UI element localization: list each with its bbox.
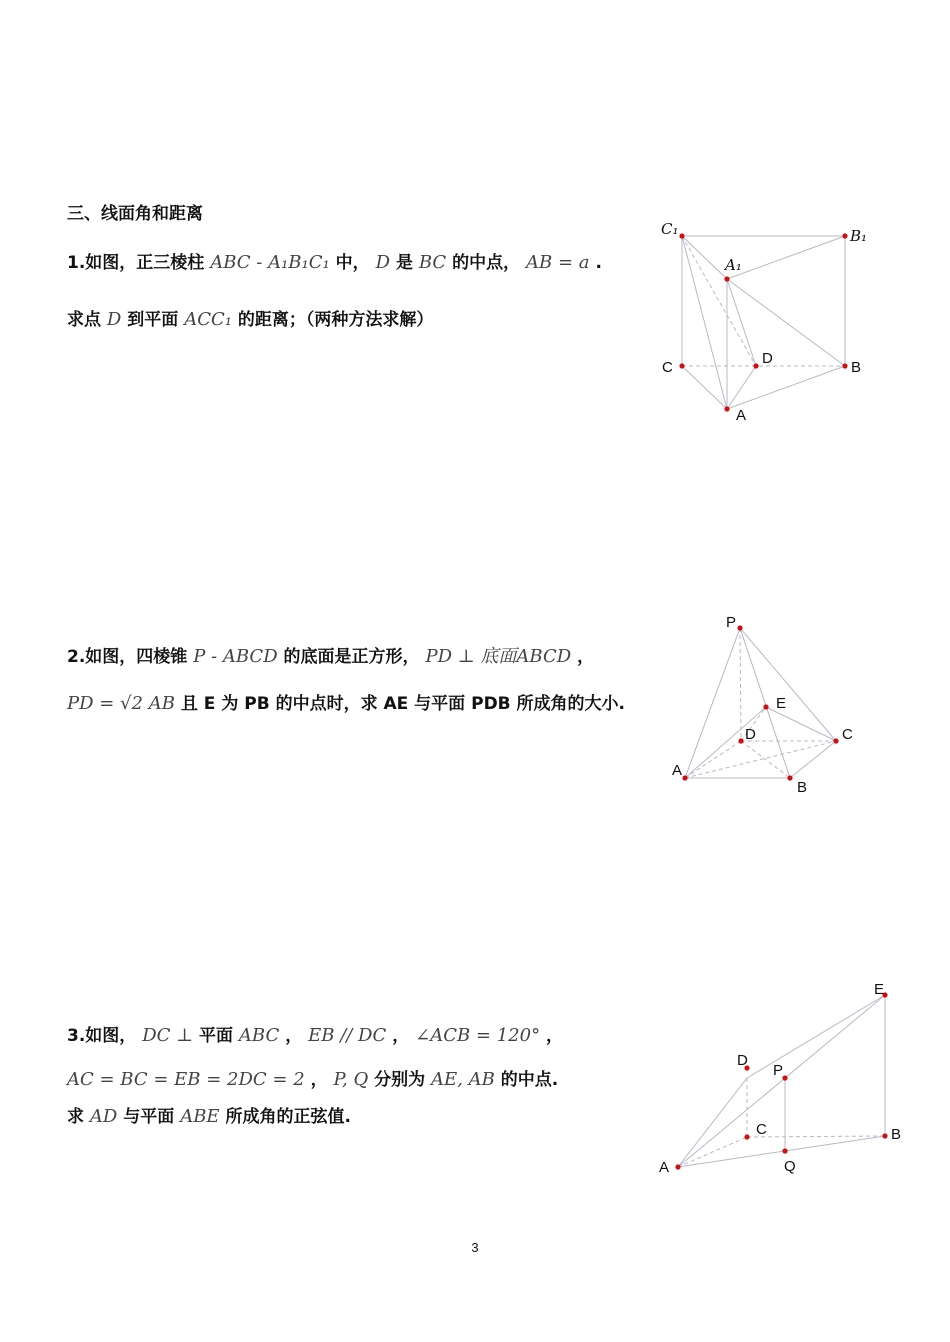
point-c1 [679, 233, 684, 238]
math-lengths: AC = BC = EB = 2DC = 2 [67, 1069, 305, 1090]
label-b1: B₁ [850, 227, 868, 245]
math-abe: ABE [180, 1106, 220, 1127]
label-c: C [662, 359, 673, 376]
point-a1 [724, 276, 729, 281]
math-ae-ab: AE, AB [431, 1069, 495, 1090]
problem-3-line-2: AC = BC = EB = 2DC = 2 ， P, Q 分别为 AE, AB 的中点. [67, 1069, 559, 1090]
label-d: D [737, 1052, 748, 1069]
point-c [744, 1134, 749, 1139]
math-prism: ABC - A₁B₁C₁ [210, 252, 330, 273]
figure-solid-3 [652, 975, 912, 1180]
math-pq: P, Q [333, 1069, 369, 1090]
label-b: B [851, 359, 862, 376]
point-b [842, 363, 847, 368]
point-b1 [842, 233, 847, 238]
point-d [738, 738, 743, 743]
point-d [753, 363, 758, 368]
label-a: A [659, 1159, 670, 1176]
math-ab-a: AB = a [526, 252, 590, 273]
label-q: Q [784, 1158, 796, 1175]
problem-3-line-3: 求 AD 与平面 ABE 所成角的正弦值. [67, 1106, 351, 1127]
page-number: 3 [471, 1240, 479, 1255]
math-abc: ABC [238, 1025, 280, 1046]
point-b [787, 775, 792, 780]
math-bc: BC [418, 252, 447, 273]
point-q [782, 1148, 787, 1153]
figure-pyramid [665, 610, 870, 800]
math-ad: AD [89, 1106, 118, 1127]
math-angle: ∠ACB = 120° [415, 1025, 541, 1046]
label-d: D [745, 726, 756, 743]
label-a: A [672, 762, 683, 779]
problem-1-line-1: 1.如图，正三棱柱 ABC - A₁B₁C₁ 中， D 是 BC 的中点， AB = a . [67, 252, 602, 273]
label-p: P [773, 1062, 784, 1079]
figure-prism [655, 215, 885, 430]
point-b [882, 1133, 887, 1138]
math-pyramid: P - ABCD [193, 646, 278, 667]
math-pd-perp: PD ⊥ 底面ABCD [425, 646, 572, 667]
label-d: D [762, 350, 773, 367]
point-p [782, 1075, 787, 1080]
problem-2-line-2: PD = √2 AB 且 E 为 PB 的中点时，求 AE 与平面 PDB 所成角的大小. [67, 693, 626, 714]
problem-1-line-2: 求点 D 到平面 ACC₁ 的距离；（两种方法求解） [67, 309, 434, 330]
label-a: A [736, 407, 747, 424]
math-dc-perp: DC ⊥ [142, 1025, 194, 1046]
label-a1: A₁ [725, 256, 742, 274]
math-d: D [375, 252, 391, 273]
point-c [833, 738, 838, 743]
math-d: D [106, 309, 122, 330]
point-c [679, 363, 684, 368]
problem-2-line-1: 2.如图，四棱锥 P - ABCD 的底面是正方形， PD ⊥ 底面ABCD ， [67, 646, 595, 667]
math-pd-sqrt2: PD = √2 AB [67, 693, 175, 714]
label-c1: C₁ [661, 220, 679, 238]
point-p [737, 625, 742, 630]
point-a [682, 775, 687, 780]
math-acc1: ACC₁ [184, 309, 232, 330]
label-b: B [797, 779, 808, 796]
label-b: B [891, 1126, 902, 1143]
problem-3-line-1: 3.如图， DC ⊥ 平面 ABC ， EB // DC ， ∠ACB = 120° ， [67, 1025, 563, 1046]
math-eb-parallel: EB // DC [308, 1025, 387, 1046]
label-e: E [776, 695, 787, 712]
section-title: 三、线面角和距离 [67, 204, 203, 224]
point-e [763, 704, 768, 709]
label-c: C [756, 1121, 767, 1138]
point-a [724, 406, 729, 411]
label-c: C [842, 726, 853, 743]
label-p: P [726, 614, 737, 631]
point-a [675, 1164, 680, 1169]
label-e: E [874, 981, 885, 998]
